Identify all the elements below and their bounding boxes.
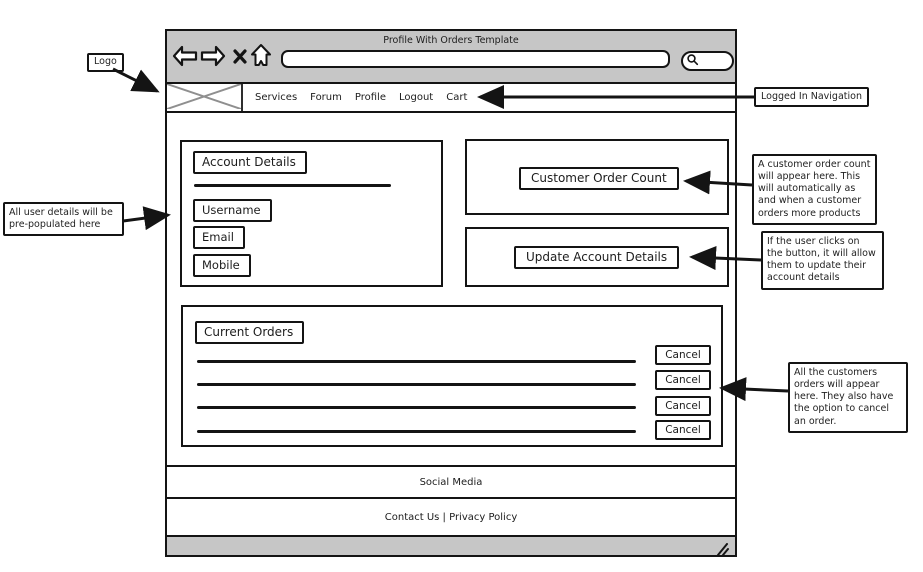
order-row-line bbox=[197, 360, 636, 363]
update-account-details-button[interactable]: Update Account Details bbox=[514, 246, 679, 269]
navigation-bar bbox=[167, 84, 735, 113]
footer-links-label[interactable]: Contact Us | Privacy Policy bbox=[384, 511, 518, 523]
mobile-field[interactable]: Mobile bbox=[193, 254, 251, 277]
current-orders-title: Current Orders bbox=[195, 321, 304, 344]
username-field[interactable]: Username bbox=[193, 199, 272, 222]
cancel-order-button[interactable]: Cancel bbox=[655, 345, 711, 365]
window-bottom-bar bbox=[167, 535, 735, 555]
home-button[interactable] bbox=[250, 45, 272, 70]
magnifier-icon bbox=[686, 52, 700, 71]
image-placeholder-x-icon bbox=[167, 94, 241, 113]
left-arrow-icon bbox=[172, 45, 198, 71]
forward-button[interactable] bbox=[200, 47, 226, 69]
order-row-line bbox=[197, 383, 636, 386]
arrow-logo bbox=[113, 69, 157, 91]
order-row-line bbox=[197, 406, 636, 409]
current-orders-panel bbox=[181, 305, 723, 447]
back-button[interactable] bbox=[172, 47, 198, 69]
cancel-order-button[interactable]: Cancel bbox=[655, 370, 711, 390]
social-media-band bbox=[167, 465, 735, 497]
home-icon bbox=[250, 43, 272, 72]
update-account-panel bbox=[465, 227, 729, 287]
nav-item-profile[interactable]: Profile bbox=[354, 92, 386, 103]
arrow-user-details bbox=[123, 215, 168, 221]
window-title: Profile With Orders Template bbox=[383, 35, 519, 46]
callout-orders: All the customers orders will appear here. They also have the option to cancel an order. bbox=[788, 362, 908, 433]
cancel-order-button[interactable]: Cancel bbox=[655, 396, 711, 416]
social-media-label: Social Media bbox=[419, 476, 483, 488]
callout-order-count: A customer order count will appear here. This will automatically as and when a customer orders more products bbox=[752, 154, 877, 225]
nav-item-cart[interactable]: Cart bbox=[446, 92, 468, 103]
order-row-line bbox=[197, 430, 636, 433]
right-arrow-icon bbox=[200, 45, 226, 71]
cancel-order-button[interactable]: Cancel bbox=[655, 420, 711, 440]
account-details-title: Account Details bbox=[193, 151, 307, 174]
browser-chrome bbox=[167, 31, 735, 84]
callout-user-details: All user details will be pre-populated here bbox=[3, 202, 124, 236]
x-icon bbox=[232, 47, 248, 69]
browser-window bbox=[165, 29, 737, 557]
nav-item-forum[interactable]: Forum bbox=[310, 92, 342, 103]
account-details-panel bbox=[180, 140, 443, 287]
stop-button[interactable] bbox=[231, 48, 249, 68]
nav-item-services[interactable]: Services bbox=[255, 92, 298, 103]
url-input[interactable] bbox=[281, 50, 670, 68]
email-field[interactable]: Email bbox=[193, 226, 245, 249]
order-count-panel bbox=[465, 139, 729, 215]
callout-logo: Logo bbox=[87, 53, 124, 72]
customer-order-count-button[interactable]: Customer Order Count bbox=[519, 167, 679, 190]
callout-update-details: If the user clicks on the button, it will allow them to update their account details bbox=[761, 231, 884, 290]
divider-line bbox=[194, 184, 391, 187]
nav-links bbox=[255, 84, 467, 111]
resize-handle-icon[interactable] bbox=[716, 541, 730, 560]
nav-item-logout[interactable]: Logout bbox=[398, 92, 434, 103]
footer-links-band bbox=[167, 497, 735, 535]
search-input[interactable] bbox=[681, 51, 734, 71]
logo-placeholder[interactable] bbox=[167, 84, 243, 111]
callout-logged-in-navigation: Logged In Navigation bbox=[754, 87, 869, 107]
